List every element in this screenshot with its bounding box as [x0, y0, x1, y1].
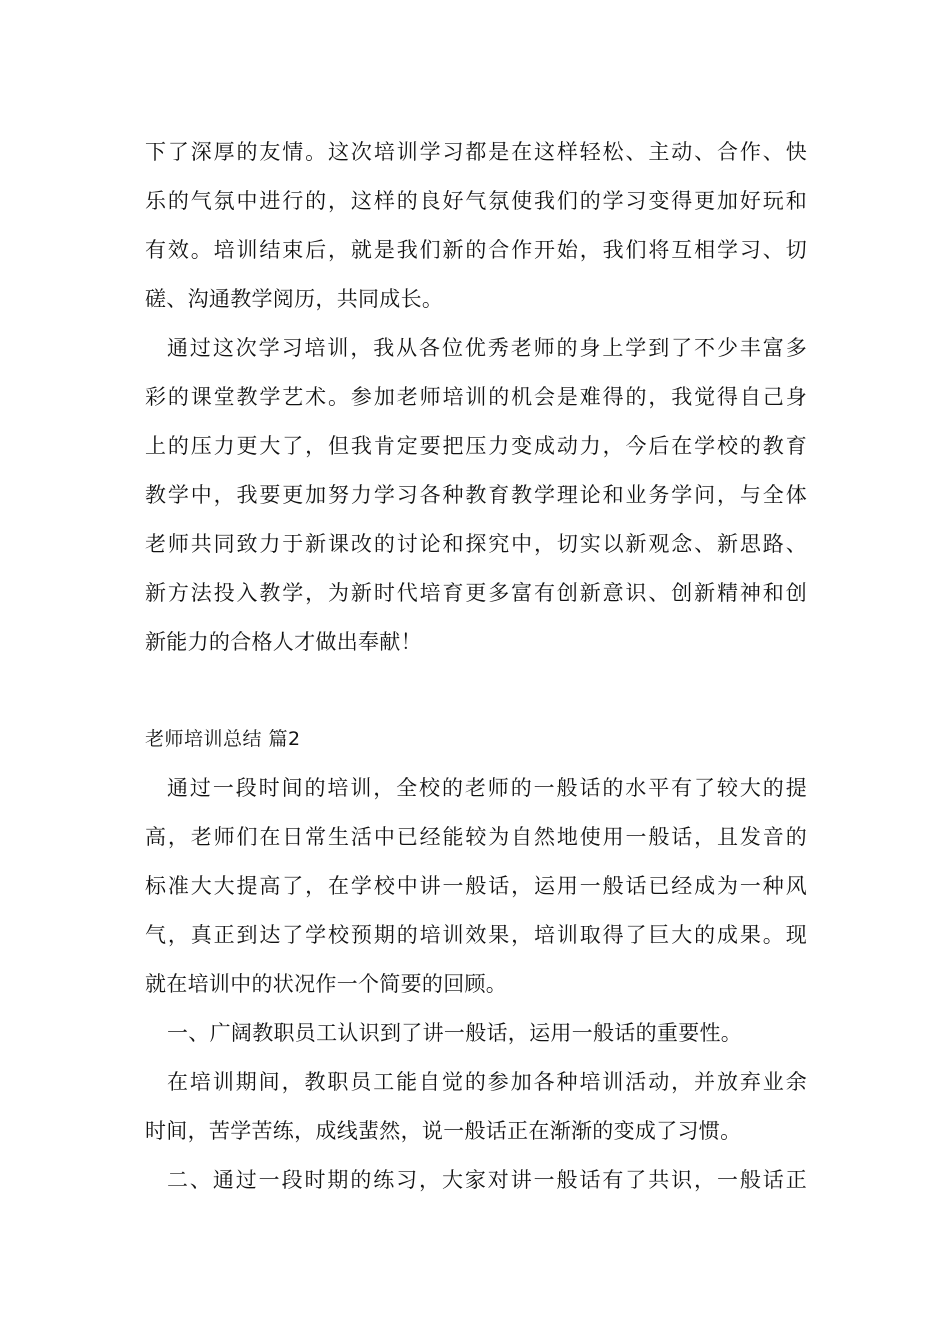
- paragraph: [145, 1058, 807, 1156]
- paragraph: [145, 764, 807, 1009]
- text-line: 时间，苦学苦练，成线蜚然，说一般话正在渐渐的变成了习惯。: [145, 1119, 742, 1143]
- paragraph: [145, 324, 807, 667]
- text-line: 教学中，我要更加努力学习各种教育教学理论和业务学问，与全体: [145, 483, 807, 507]
- text-line: 有效。培训结束后，就是我们新的合作开始，我们将互相学习、切: [145, 238, 807, 262]
- text-line: 新能力的合格人才做出奉献！: [145, 630, 422, 654]
- paragraph: [145, 128, 807, 324]
- text-line: 新方法投入教学，为新时代培育更多富有创新意识、创新精神和创: [145, 581, 807, 605]
- text-line: 高，老师们在日常生活中已经能较为自然地使用一般话，且发音的: [145, 825, 807, 849]
- text-line: 二、通过一段时期的练习，大家对讲一般话有了共识，一般话正: [167, 1168, 807, 1192]
- text-line: 磋、沟通教学阅历，共同成长。: [145, 287, 444, 311]
- text-line: 通过一段时间的培训，全校的老师的一般话的水平有了较大的提: [167, 776, 807, 800]
- text-line: 乐的气氛中进行的，这样的良好气氛使我们的学习变得更加好玩和: [145, 189, 807, 213]
- text-line: 标准大大提高了，在学校中讲一般话，运用一般话已经成为一种风: [145, 874, 807, 898]
- text-line: 通过这次学习培训，我从各位优秀老师的身上学到了不少丰富多: [167, 336, 807, 360]
- text-line: 气，真正到达了学校预期的培训效果，培训取得了巨大的成果。现: [145, 923, 807, 947]
- section-spacer: [145, 667, 807, 715]
- text-line: 下了深厚的友情。这次培训学习都是在这样轻松、主动、合作、快: [145, 140, 807, 164]
- text-line: 一、广阔教职员工认识到了讲一般话，运用一般话的重要性。: [167, 1021, 743, 1045]
- paragraph: [145, 1009, 807, 1058]
- text-line: 上的压力更大了，但我肯定要把压力变成动力，今后在学校的教育: [145, 434, 807, 458]
- text-line: 老师共同致力于新课改的讨论和探究中，切实以新观念、新思路、: [145, 532, 807, 556]
- paragraph: [145, 1156, 807, 1205]
- text-line: 在培训期间，教职员工能自觉的参加各种培训活动，并放弃业余: [167, 1070, 807, 1094]
- text-line: 彩的课堂教学艺术。参加老师培训的机会是难得的，我觉得自己身: [145, 385, 807, 409]
- text-line: 就在培训中的状况作一个简要的回顾。: [145, 972, 508, 996]
- section-heading: 老师培训总结 篇2: [145, 728, 301, 750]
- document-page: [145, 128, 807, 1205]
